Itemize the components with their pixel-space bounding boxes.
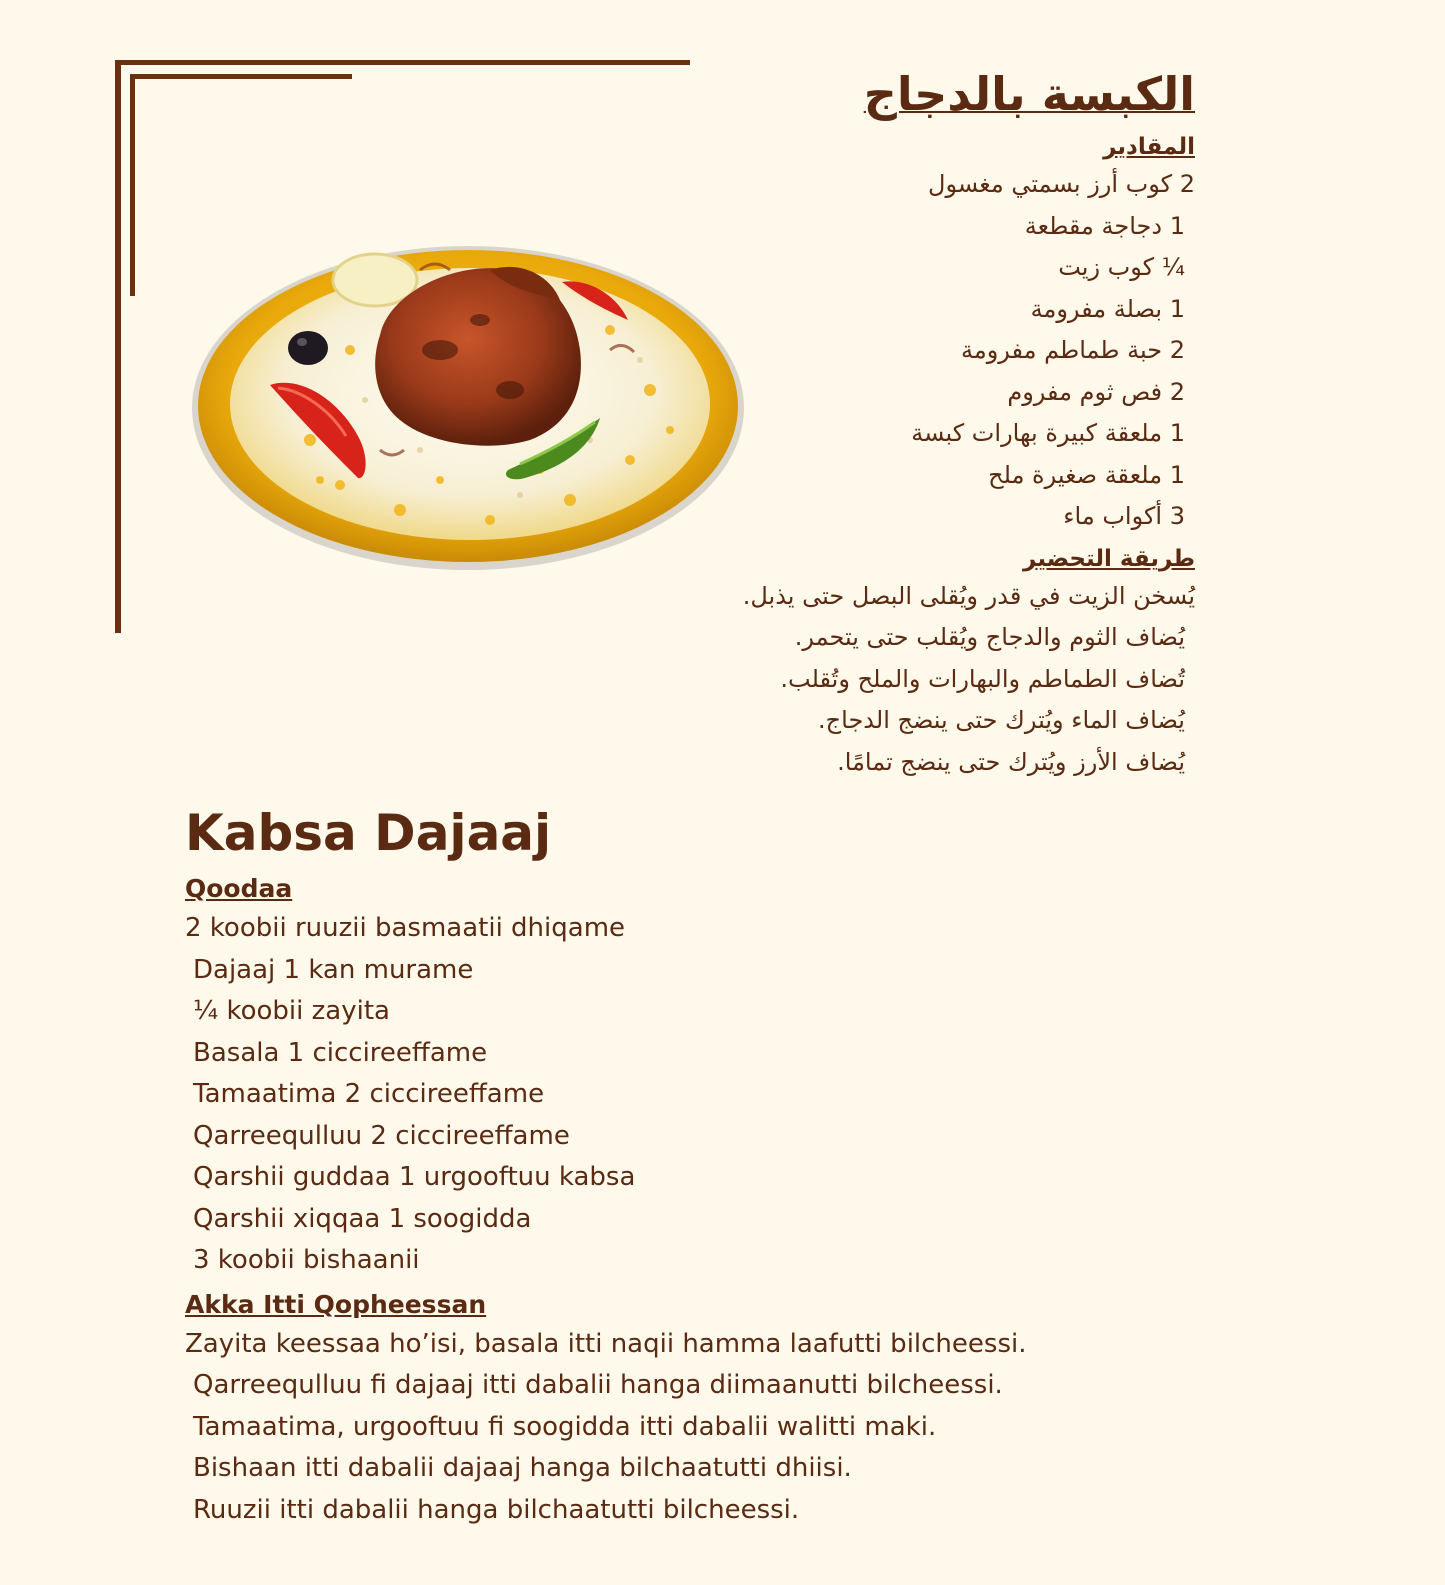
arabic-ingredient: ¼ كوب زيت	[1058, 253, 1185, 281]
arabic-recipe-title: الكبسة بالدجاج	[863, 67, 1195, 121]
oromo-ingredient: Qarshii xiqqaa 1 soogidda	[193, 1203, 532, 1234]
frame-inner-left	[130, 74, 135, 296]
oromo-ingredients-heading: Qoodaa	[185, 874, 293, 903]
arabic-ingredient: 2 حبة طماطم مفرومة	[960, 336, 1185, 364]
oromo-recipe	[185, 800, 1185, 1531]
oromo-ingredient: Basala 1 ciccireeffame	[193, 1037, 488, 1068]
arabic-ingredients-list	[575, 164, 1195, 538]
oromo-ingredient: 3 koobii bishaanii	[193, 1245, 420, 1275]
frame-outer-left	[115, 60, 121, 633]
oromo-method-heading: Akka Itti Qopheessan	[185, 1289, 487, 1319]
arabic-step: يُضاف الأرز ويُترك حتى ينضج تمامًا.	[837, 747, 1185, 776]
arabic-ingredient: 1 بصلة مفرومة	[1030, 294, 1185, 323]
arabic-method-heading: طريقة التحضير	[1023, 545, 1195, 572]
frame-inner-top	[130, 74, 352, 79]
oromo-step: Bishaan itti dabalii dajaaj hanga bilchaatutti dhiisi.	[193, 1453, 852, 1483]
arabic-step: تُضاف الطماطم والبهارات والملح وتُقلب.	[780, 664, 1185, 693]
oromo-ingredient: ¼ koobii zayita	[193, 996, 390, 1026]
arabic-step: يُضاف الماء ويُترك حتى ينضج الدجاج.	[818, 706, 1185, 734]
arabic-ingredient: 1 ملعقة كبيرة بهارات كبسة	[911, 419, 1185, 447]
oromo-ingredient: Dajaaj 1 kan murame	[193, 954, 474, 985]
oromo-step: Qarreequlluu fi dajaaj itti dabalii hanga diimaanutti bilcheessi.	[193, 1370, 1003, 1400]
arabic-ingredients-heading: المقادير	[1103, 134, 1195, 160]
oromo-step: Ruuzii itti dabalii hanga bilchaatutti bilcheessi.	[193, 1494, 800, 1525]
arabic-ingredient: 2 فص ثوم مفروم	[1007, 377, 1185, 406]
oromo-ingredients-list	[185, 908, 1185, 1282]
oromo-ingredient: Qarreequlluu 2 ciccireeffame	[193, 1120, 570, 1151]
oromo-method-steps	[185, 1324, 1185, 1532]
oromo-ingredient: 2 koobii ruuzii basmaatii dhiqame	[185, 913, 626, 943]
oromo-ingredient: Qarshii guddaa 1 urgooftuu kabsa	[193, 1162, 636, 1192]
arabic-ingredient: 1 دجاجة مقطعة	[1024, 211, 1185, 240]
oromo-recipe-title: Kabsa Dajaaj	[185, 804, 552, 862]
oromo-step: Tamaatima, urgooftuu fi soogidda itti dabalii walitti maki.	[193, 1411, 937, 1442]
arabic-recipe	[575, 62, 1195, 783]
arabic-step: يُسخن الزيت في قدر ويُقلى البصل حتى يذبل.	[742, 581, 1195, 610]
arabic-ingredient: 3 أكواب ماء	[1063, 502, 1185, 530]
arabic-ingredient: 2 كوب أرز بسمتي مغسول	[928, 170, 1195, 198]
arabic-step: يُضاف الثوم والدجاج ويُقلب حتى يتحمر.	[794, 623, 1185, 651]
oromo-ingredient: Tamaatima 2 ciccireeffame	[193, 1079, 545, 1109]
arabic-ingredient: 1 ملعقة صغيرة ملح	[988, 460, 1185, 489]
oromo-step: Zayita keessaa ho’isi, basala itti naqii hamma laafutti bilcheessi.	[185, 1328, 1027, 1359]
arabic-method-steps	[575, 576, 1195, 784]
